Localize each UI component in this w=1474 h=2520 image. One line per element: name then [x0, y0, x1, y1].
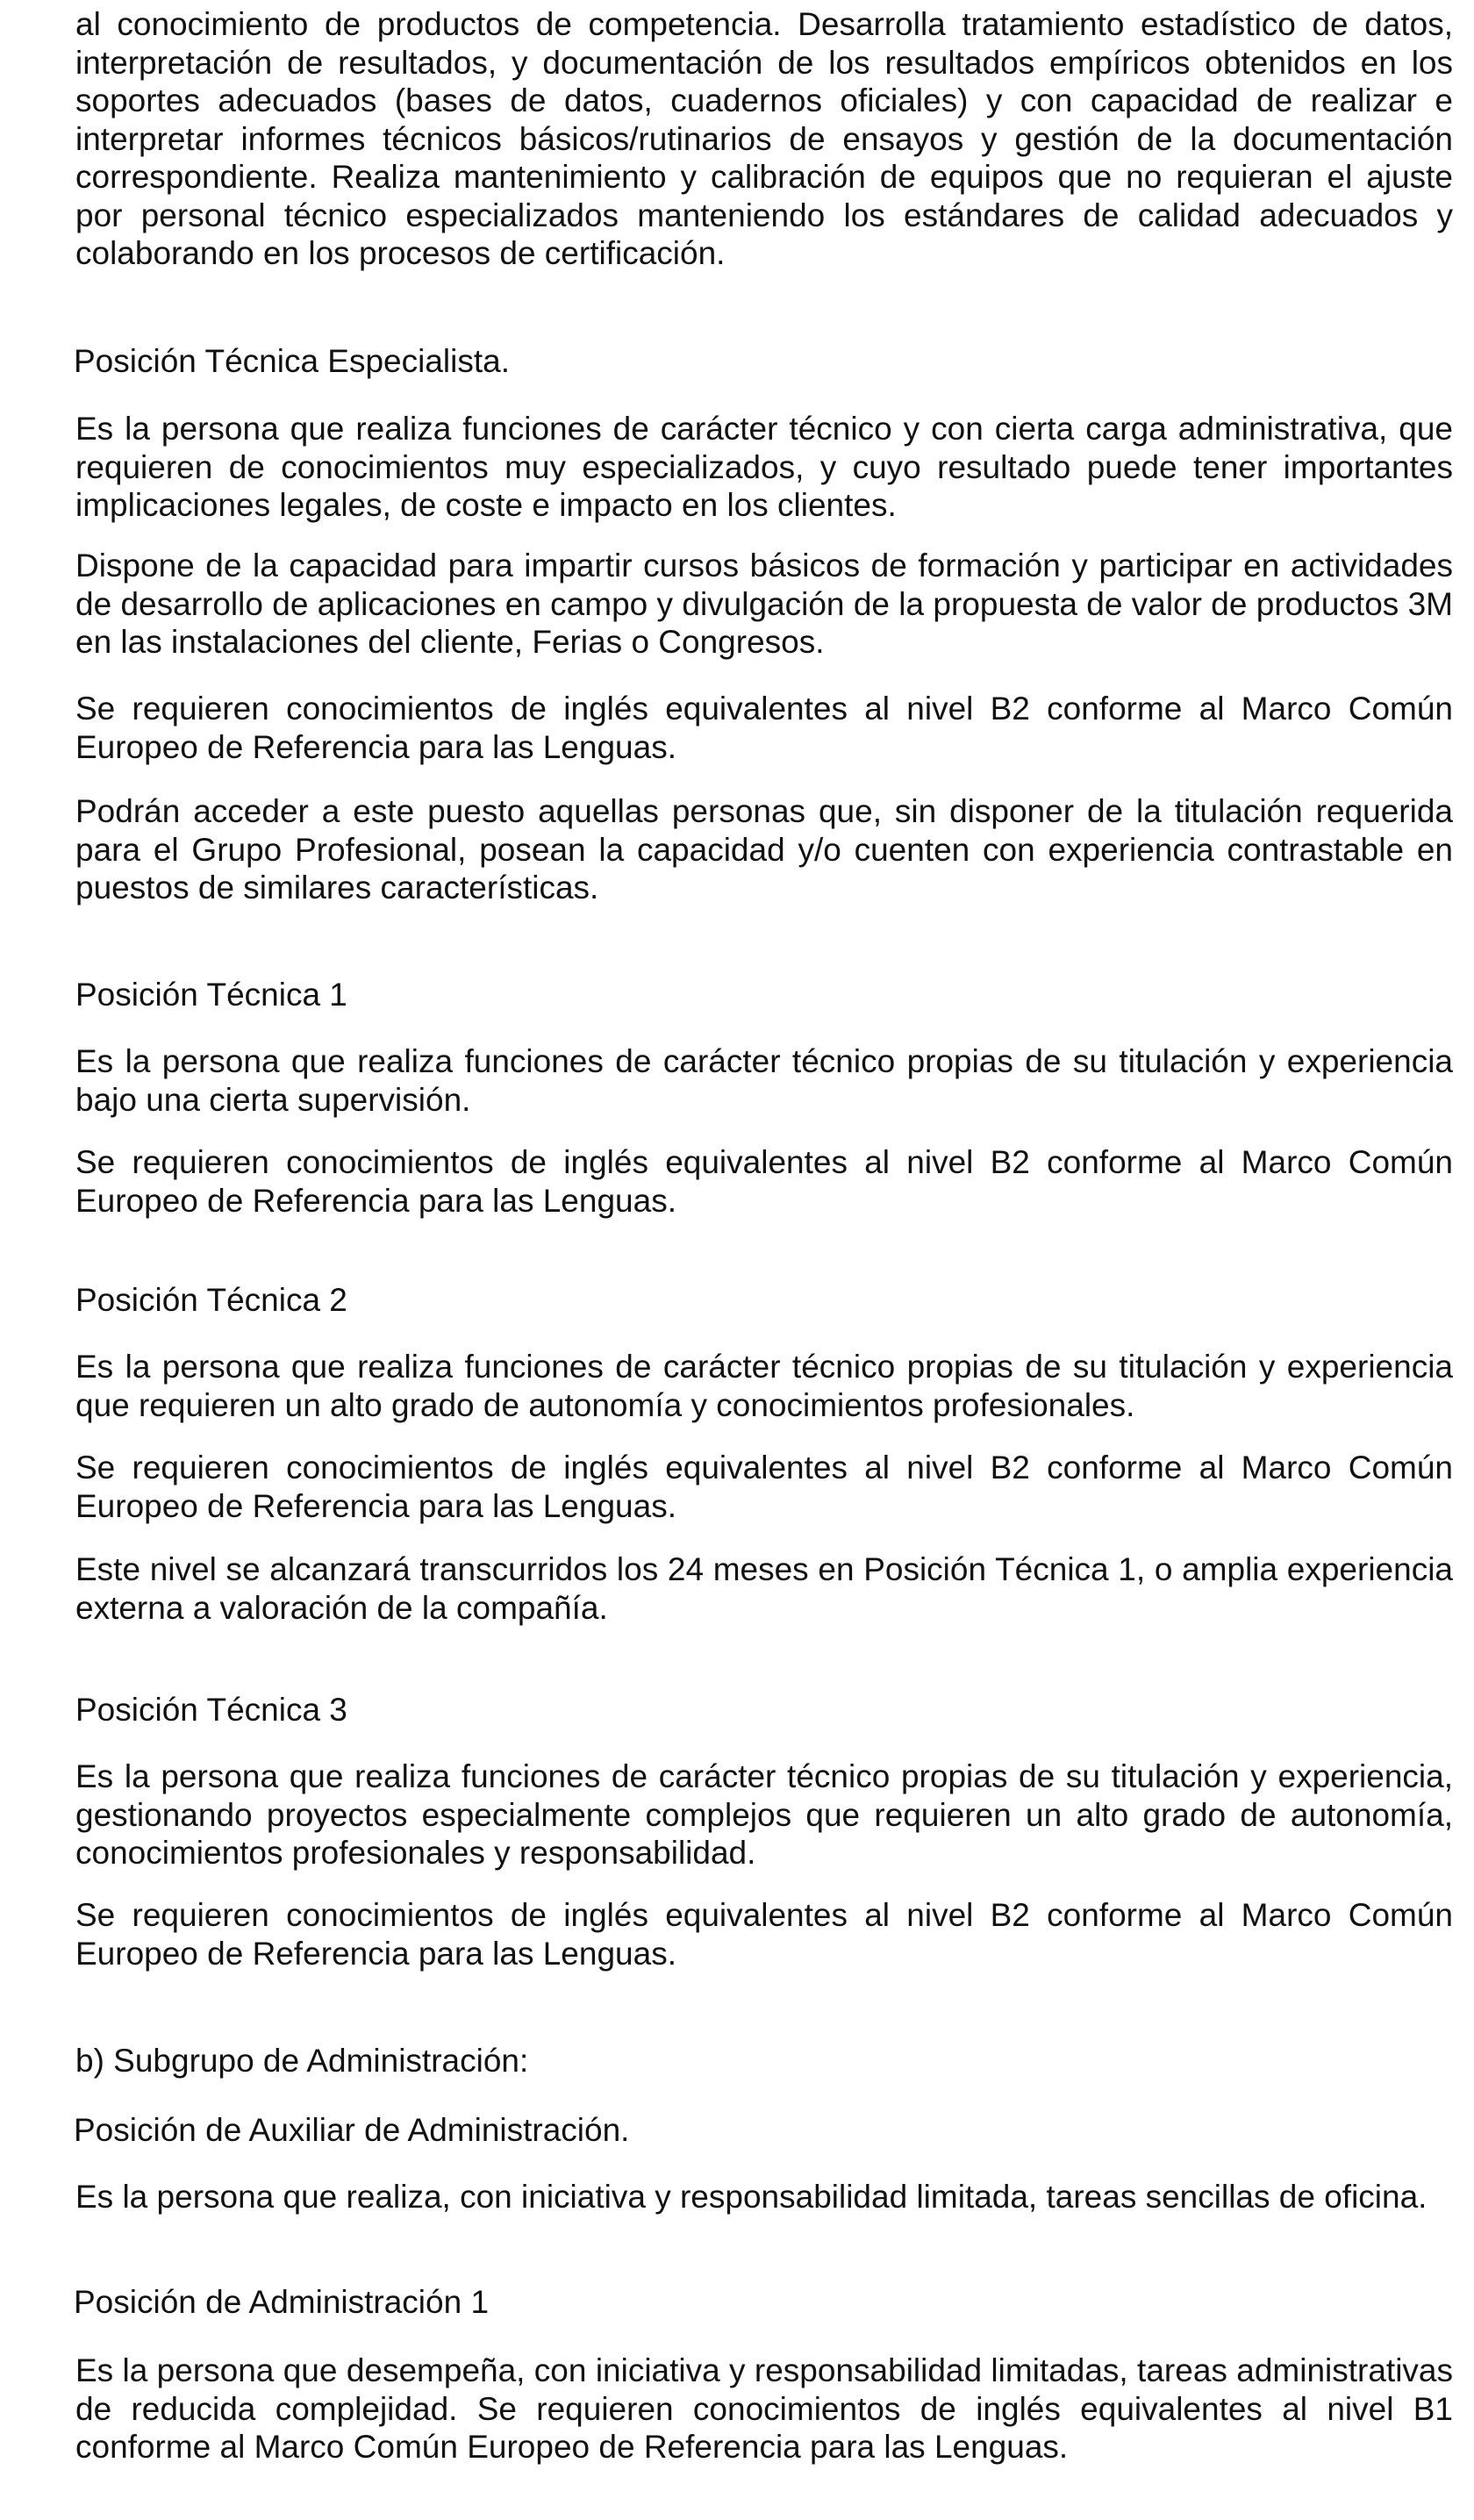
tecnica-3-paragraph-2: Se requieren conocimientos de inglés equivalentes al nivel B2 conforme al Marco Común Europeo de Referencia para las Lenguas.: [75, 1897, 1453, 1972]
tecnica-1-paragraph-2: Se requieren conocimientos de inglés equivalentes al nivel B2 conforme al Marco Común Europeo de Referencia para las Lenguas.: [75, 1144, 1453, 1219]
tecnica-2-paragraph-1: Es la persona que realiza funciones de carácter técnico propias de su titulación y experiencia que requieren un alto grado de autonomía y conocimientos profesionales.: [75, 1349, 1453, 1423]
tecnica-1-paragraph-1: Es la persona que realiza funciones de carácter técnico propias de su titulación y experiencia bajo una cierta supervisión.: [75, 1043, 1453, 1118]
tecnica-3-paragraph-1: Es la persona que realiza funciones de carácter técnico propias de su titulación y experiencia, gestionando proyectos especialmente complejos que requieren un alto grado de autonomía, conocimientos profesionales y responsabilidad.: [75, 1758, 1453, 1871]
administracion-1-paragraph-1: Es la persona que desempeña, con iniciativa y responsabilidad limitadas, tareas administrativas de reducida complejidad. Se requieren conocimientos de inglés equivalentes al nivel B1 conforme al Marco Común Europeo de Referencia para las Lenguas.: [75, 2352, 1453, 2465]
intro-paragraph: al conocimiento de productos de competencia. Desarrolla tratamiento estadístico de datos, interpretación de resultados, y documentación de los resultados empíricos obtenidos en los soportes adecuados (bases de datos, cuadernos oficiales) y con capacidad de realizar e interpretar informes técnicos básicos/rutinarios de ensayos y gestión de la documentación correspondiente. Realiza mantenimiento y calibración de equipos que no requieran el ajuste por personal técnico especializados manteniendo los estándares de calidad adecuados y colaborando en los procesos de certificación.: [75, 6, 1453, 271]
section-title-tecnica-2: Posición Técnica 2: [75, 1282, 347, 1318]
section-title-especialista: Posición Técnica Especialista.: [74, 343, 511, 379]
section-title-tecnica-3: Posición Técnica 3: [75, 1692, 347, 1728]
especialista-paragraph-3: Se requieren conocimientos de inglés equivalentes al nivel B2 conforme al Marco Común Europeo de Referencia para las Lenguas.: [75, 691, 1453, 765]
section-title-administracion-1: Posición de Administración 1: [74, 2284, 490, 2320]
subgroup-title-administracion: b) Subgrupo de Administración:: [75, 2043, 529, 2079]
section-title-tecnica-1: Posición Técnica 1: [75, 977, 347, 1013]
especialista-paragraph-4: Podrán acceder a este puesto aquellas personas que, sin disponer de la titulación requerida para el Grupo Profesional, posean la capacidad y/o cuenten con experiencia contrastable en puestos de similares características.: [75, 793, 1453, 906]
tecnica-2-paragraph-2: Se requieren conocimientos de inglés equivalentes al nivel B2 conforme al Marco Común Europeo de Referencia para las Lenguas.: [75, 1450, 1453, 1524]
tecnica-2-paragraph-3: Este nivel se alcanzará transcurridos los 24 meses en Posición Técnica 1, o amplia experiencia externa a valoración de la compañía.: [75, 1551, 1453, 1626]
especialista-paragraph-2: Dispone de la capacidad para impartir cursos básicos de formación y participar en actividades de desarrollo de aplicaciones en campo y divulgación de la propuesta de valor de productos 3M en las instalaciones del cliente, Ferias o Congresos.: [75, 548, 1453, 660]
especialista-paragraph-1: Es la persona que realiza funciones de carácter técnico y con cierta carga administrativa, que requieren de conocimientos muy especializados, y cuyo resultado puede tener importantes implicaciones legales, de coste e impacto en los clientes.: [75, 411, 1453, 523]
auxiliar-paragraph-1: Es la persona que realiza, con iniciativa y responsabilidad limitada, tareas sencillas de oficina.: [75, 2179, 1427, 2215]
section-title-auxiliar-administracion: Posición de Auxiliar de Administración.: [74, 2112, 630, 2148]
